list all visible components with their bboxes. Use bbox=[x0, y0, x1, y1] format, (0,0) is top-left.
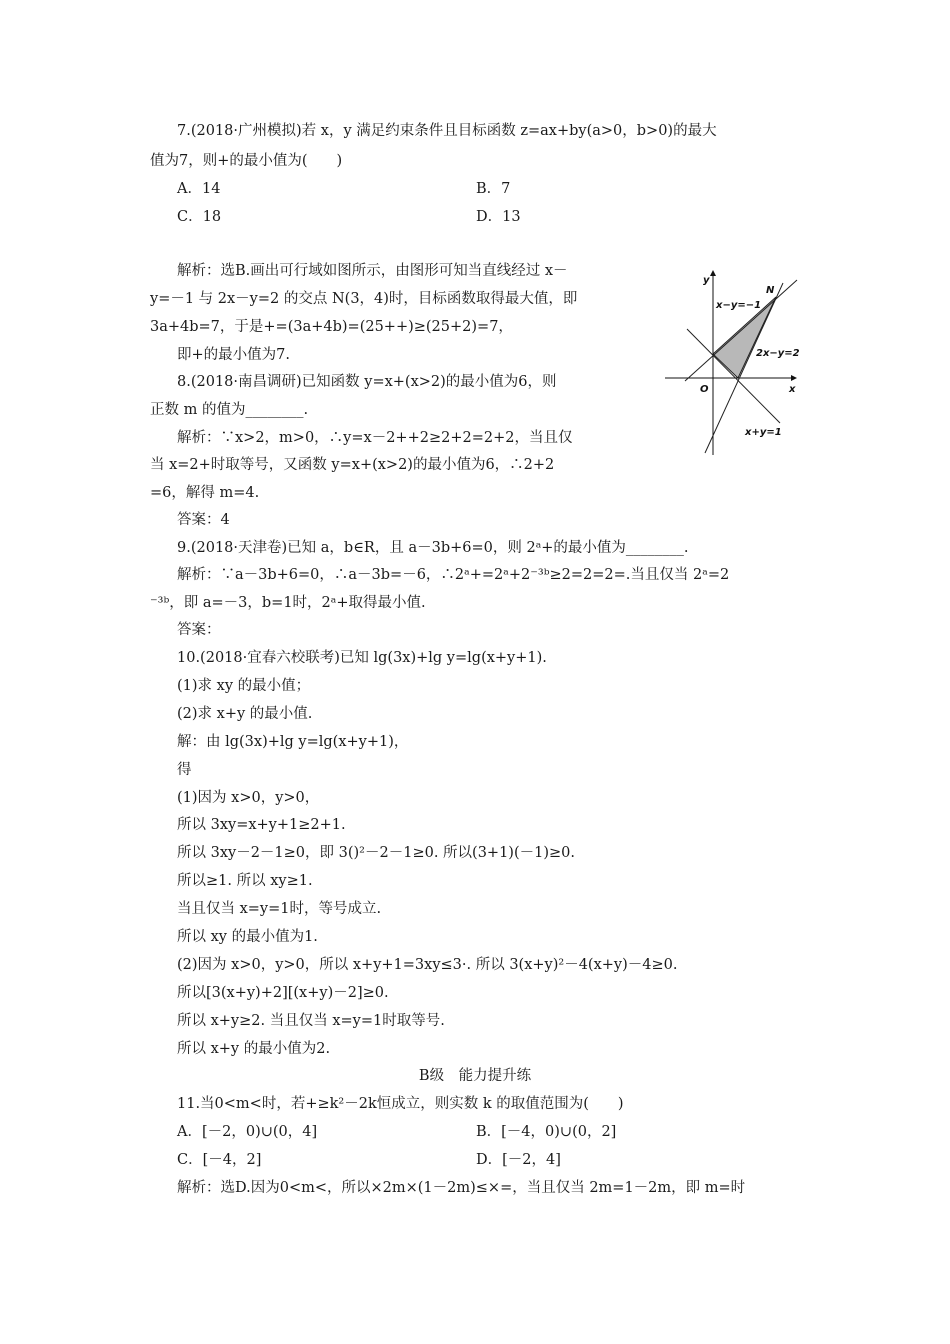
q8-solution-line-3: =6，解得 m=4. bbox=[150, 485, 260, 501]
q10-solution-11: 所以 x+y≥2. 当且仅当 x=y=1时取等号. bbox=[177, 1013, 445, 1029]
q7-option-c: C．18 bbox=[177, 209, 222, 225]
q10-solution-6: 所以≥1. 所以 xy≥1. bbox=[177, 873, 313, 889]
q10-solution-12: 所以 x+y 的最小值为2. bbox=[177, 1041, 331, 1057]
q10-solution-9: (2)因为 x>0，y>0，所以 x+y+1=3xy≤3·. 所以 3(x+y)²－4(x+y)－4≥0. bbox=[177, 957, 678, 973]
q11-option-d: D．[－2，4] bbox=[476, 1152, 561, 1168]
q7-option-a: A．14 bbox=[177, 181, 221, 197]
q7-solution-line-1: 解析：选B.画出可行域如图所示，由图形可知当直线经过 x－ bbox=[177, 263, 568, 279]
q10-solution-1: 解：由 lg(3x)+lg y=lg(x+y+1)， bbox=[177, 734, 409, 750]
q11-option-a: A．[－2，0)∪(0，4] bbox=[177, 1124, 318, 1140]
feasible-region-figure bbox=[665, 265, 810, 460]
q8-solution-line-2: 当 x=2+时取等号，又函数 y=x+(x>2)的最小值为6，∴2+2 bbox=[150, 457, 555, 473]
q9-solution-line-1: 解析：∵a－3b+6=0，∴a－3b=－6，∴2ᵃ+=2ᵃ+2⁻³ᵇ≥2=2=2=.当且仅当 2ᵃ=2 bbox=[177, 567, 730, 583]
q10-solution-5: 所以 3xy－2－1≥0，即 3()²－2－1≥0. 所以(3+1)(－1)≥0. bbox=[177, 845, 575, 861]
q11-option-c: C．[－4，2] bbox=[177, 1152, 262, 1168]
origin-label: O bbox=[700, 384, 709, 395]
q10-part-2: (2)求 x+y 的最小值. bbox=[177, 706, 313, 722]
q10-solution-4: 所以 3xy=x+y+1≥2+1. bbox=[177, 817, 346, 833]
q7-solution-line-4: 即+的最小值为7. bbox=[177, 347, 290, 363]
q9-line: 9.(2018·天津卷)已知 a，b∈R，且 a－3b+6=0，则 2ᵃ+的最小值为________. bbox=[177, 540, 689, 556]
q7-line-1: 7.(2018·广州模拟)若 x，y 满足约束条件且目标函数 z=ax+by(a>0，b>0)的最大 bbox=[177, 123, 717, 139]
q10-line: 10.(2018·宜春六校联考)已知 lg(3x)+lg y=lg(x+y+1). bbox=[177, 650, 547, 666]
section-heading: B级 能力提升练 bbox=[418, 1068, 532, 1084]
q9-answer: 答案： bbox=[177, 622, 221, 638]
q8-line-2: 正数 m 的值为________. bbox=[150, 402, 309, 418]
q8-line-1: 8.(2018·南昌调研)已知函数 y=x+(x>2)的最小值为6，则 bbox=[177, 374, 557, 390]
q7-option-b: B．7 bbox=[476, 181, 511, 197]
x-axis-label: x bbox=[789, 384, 796, 395]
q11-solution: 解析：选D.因为0<m<，所以×2m×(1－2m)≤×=，当且仅当 2m=1－2m，即 m=时 bbox=[177, 1180, 746, 1196]
q7-solution-line-2: y=－1 与 2x－y=2 的交点 N(3，4)时，目标函数取得最大值，即 bbox=[150, 291, 578, 307]
line-1-label: x−y=−1 bbox=[716, 300, 762, 311]
q7-line-2: 值为7，则+的最小值为( ) bbox=[150, 153, 343, 169]
y-axis-label: y bbox=[703, 275, 710, 286]
q10-solution-3: (1)因为 x>0，y>0， bbox=[177, 790, 320, 806]
q10-solution-8: 所以 xy 的最小值为1. bbox=[177, 929, 318, 945]
line-2-label: 2x−y=2 bbox=[756, 348, 800, 359]
q8-solution-line-1: 解析：∵x>2，m>0，∴y=x－2++2≥2+2=2+2，当且仅 bbox=[177, 430, 573, 446]
q7-solution-line-3: 3a+4b=7，于是+=(3a+4b)=(25++)≥(25+2)=7， bbox=[150, 319, 513, 335]
q10-solution-10: 所以[3(x+y)+2][(x+y)－2]≥0. bbox=[177, 985, 389, 1001]
q7-option-d: D．13 bbox=[476, 209, 521, 225]
q9-solution-line-2: ⁻³ᵇ，即 a=－3，b=1时，2ᵃ+取得最小值. bbox=[150, 595, 426, 611]
q8-answer: 答案：4 bbox=[177, 512, 230, 528]
q10-solution-7: 当且仅当 x=y=1时，等号成立. bbox=[177, 901, 382, 917]
q11-option-b: B．[－4，0)∪(0，2] bbox=[476, 1124, 617, 1140]
q10-part-1: (1)求 xy 的最小值； bbox=[177, 678, 311, 694]
point-n-label: N bbox=[766, 285, 775, 296]
q11-line: 11.当0<m<时，若+≥k²－2k恒成立，则实数 k 的取值范围为( ) bbox=[177, 1096, 624, 1112]
line-3-label: x+y=1 bbox=[745, 427, 782, 438]
q10-solution-2: 得 bbox=[177, 762, 192, 778]
